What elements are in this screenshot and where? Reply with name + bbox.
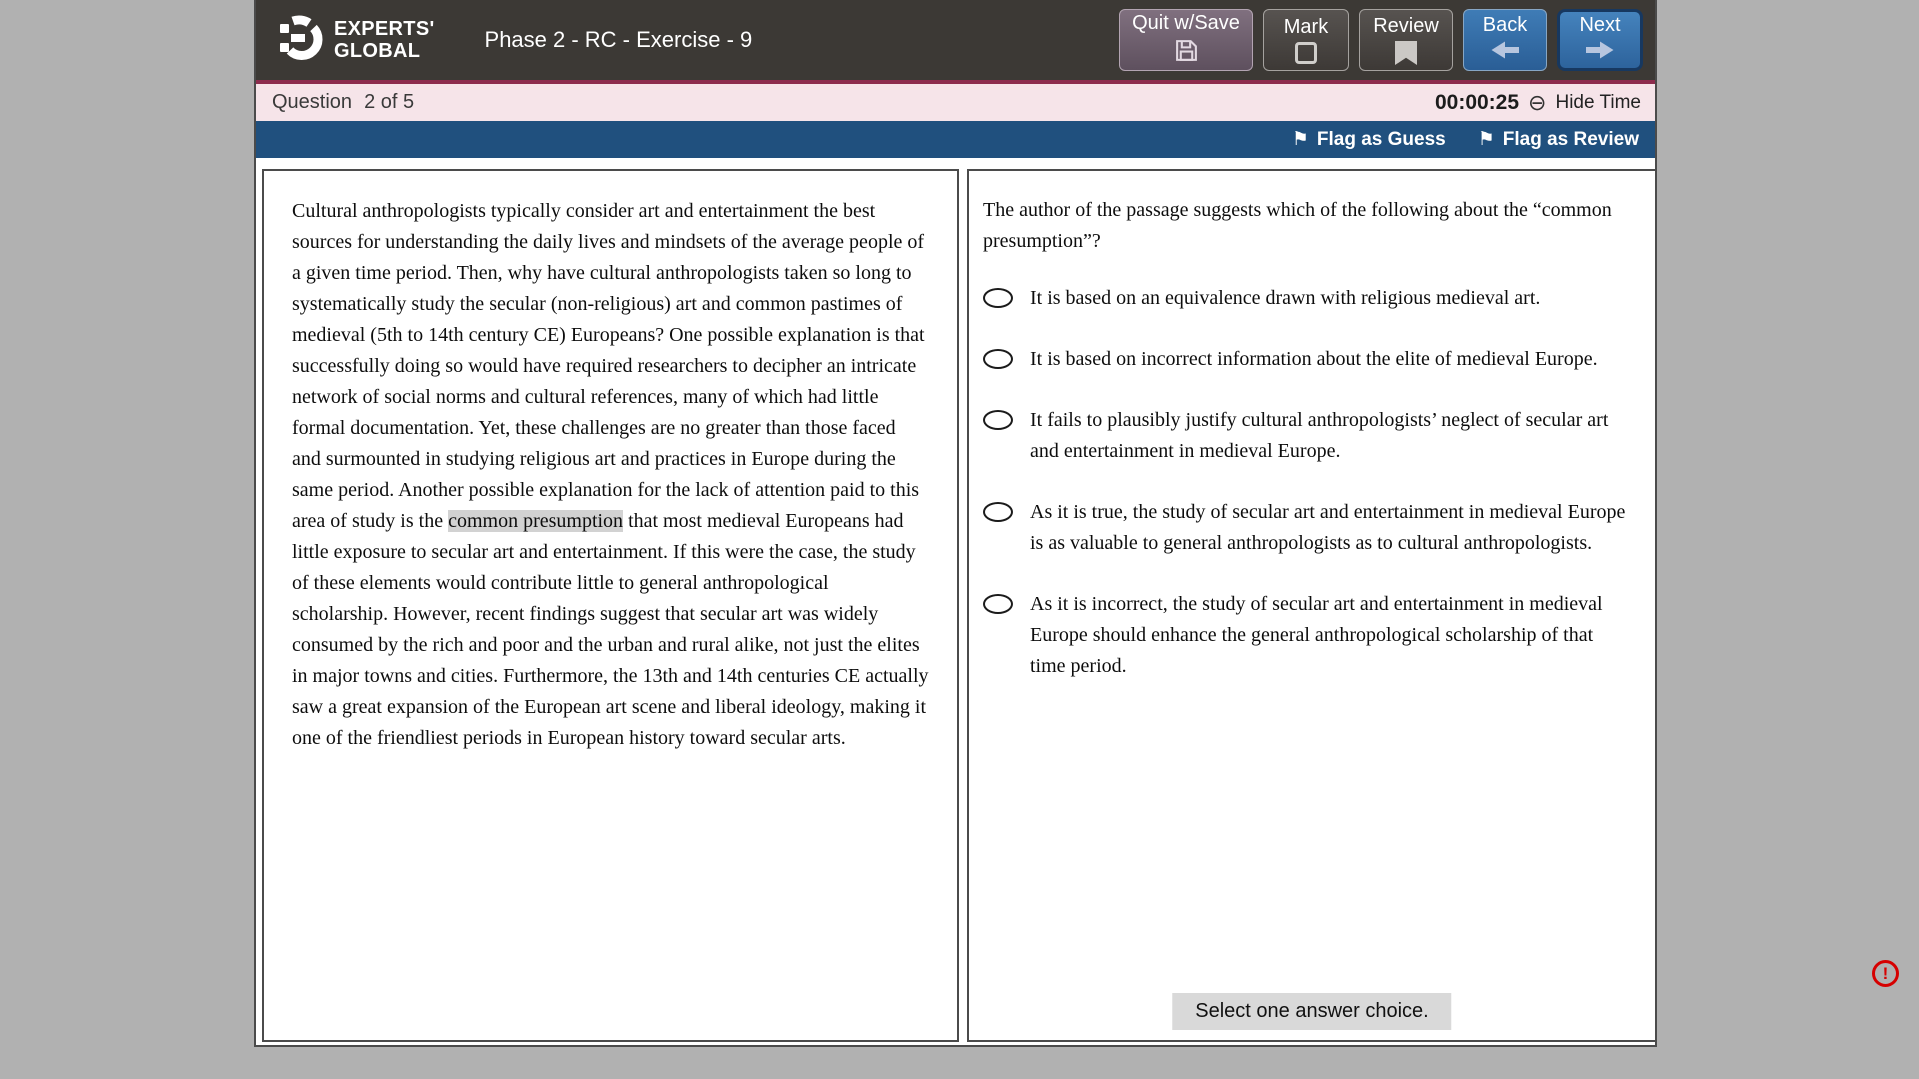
radio-oval[interactable] (983, 410, 1013, 430)
back-label: Back (1482, 14, 1528, 36)
mark-square-icon (1295, 42, 1317, 64)
answer-choice-text: As it is incorrect, the study of secular art and entertainment in medieval Europe should enhance the general anthropological scholarship of that time period. (1030, 593, 1603, 677)
mark-label: Mark (1283, 16, 1329, 38)
mark-button[interactable] (1263, 9, 1349, 71)
timer-area (1435, 91, 1641, 115)
flag-as-review-label: Flag as Review (1502, 128, 1639, 150)
answer-choice-row[interactable] (983, 283, 1629, 314)
answer-choice-text: It is based on an equivalence drawn with religious medieval art. (1030, 287, 1541, 309)
quit-with-save-button[interactable] (1119, 9, 1253, 71)
passage-panel (262, 169, 959, 1042)
next-button[interactable] (1557, 9, 1643, 71)
hide-time-button[interactable]: Hide Time (1555, 91, 1641, 113)
question-label: Question (272, 91, 353, 113)
flag-as-guess-label: Flag as Guess (1316, 128, 1446, 150)
flag-bar (256, 121, 1655, 158)
quit-with-save-label: Quit w/Save (1132, 11, 1240, 34)
answer-choice-row[interactable] (983, 344, 1629, 375)
answer-choice-row[interactable] (983, 405, 1629, 467)
status-bar (256, 80, 1655, 121)
test-window (254, 0, 1657, 1047)
circle-minus-icon[interactable]: ⊖ (1528, 89, 1547, 115)
back-button[interactable] (1463, 9, 1547, 71)
question-position: 2 of 5 (364, 91, 415, 113)
answer-choice-row[interactable] (983, 589, 1629, 682)
main-content (256, 158, 1655, 1045)
logo-text: EXPERTS' GLOBAL (334, 18, 435, 62)
answer-instruction: Select one answer choice. (1172, 993, 1451, 1030)
experts-global-logo (276, 14, 435, 67)
answer-choice-text: As it is true, the study of secular art and entertainment in medieval Europe is as valuable to general anthropologists as to cultural anthropologists. (1030, 501, 1626, 554)
passage-text-before: Cultural anthropologists typically consider art and entertainment the best sources for understanding the daily lives and mindsets of the average people of a given time period. Then, why have cultural anthropologists taken so long to systematically study the secular (non-religious) art and common pastimes of medieval (5th to 14th century CE) Europeans? One possible explanation is that successfully doing so would have required researchers to decipher an intricate network of social norms and cultural references, many of which had little formal documentation. Yet, these challenges are no greater than those faced and surmounted in studying religious art and practices in Europe during the same period. Another possible explanation for the lack of attention paid to this area of study is the (292, 200, 925, 532)
page-title: Phase 2 - RC - Exercise - 9 (484, 27, 753, 52)
review-label: Review (1373, 15, 1439, 37)
next-label: Next (1579, 14, 1621, 36)
question-text: The author of the passage suggests which of the following about the “common presumption”? (983, 199, 1612, 252)
timer-value: 00:00:25 (1434, 90, 1520, 114)
radio-oval[interactable] (983, 502, 1013, 522)
save-icon (1174, 38, 1199, 69)
radio-oval[interactable] (983, 594, 1013, 614)
answer-choice-text: It is based on incorrect information about the elite of medieval Europe. (1030, 348, 1598, 370)
flag-icon: ⚑ (1477, 129, 1495, 150)
flag-as-review-button[interactable] (1478, 128, 1639, 151)
arrow-left-icon (1490, 40, 1520, 66)
flag-icon: ⚑ (1291, 129, 1309, 150)
header-buttons (1119, 9, 1643, 71)
arrow-right-icon (1585, 40, 1615, 66)
answer-choice-text: It fails to plausibly justify cultural anthropologists’ neglect of secular art and entertainment in medieval Europe. (1030, 409, 1609, 462)
logo-g-icon (276, 14, 324, 67)
header-bar (256, 0, 1655, 80)
radio-oval[interactable] (983, 349, 1013, 369)
review-button[interactable] (1359, 9, 1453, 71)
radio-oval[interactable] (983, 288, 1013, 308)
passage-highlighted-phrase: common presumption (448, 510, 624, 532)
flag-as-guess-button[interactable] (1292, 128, 1446, 151)
passage-text-after: that most medieval Europeans had little exposure to secular art and entertainment. If this were the case, the study of these elements would contribute little to general anthropological scholarship. However, recent findings suggest that secular art was widely consumed by the rich and poor and the urban and rural alike, not just the elites in major towns and cities. Furthermore, the 13th and 14th centuries CE actually saw a great expansion of the European art scene and liberal ideology, making it one of the friendliest periods in European history toward secular arts. (292, 510, 929, 749)
answer-choice-row[interactable] (983, 497, 1629, 559)
bookmark-icon (1395, 41, 1417, 65)
question-panel (967, 169, 1657, 1042)
alert-icon[interactable]: ! (1872, 960, 1899, 987)
